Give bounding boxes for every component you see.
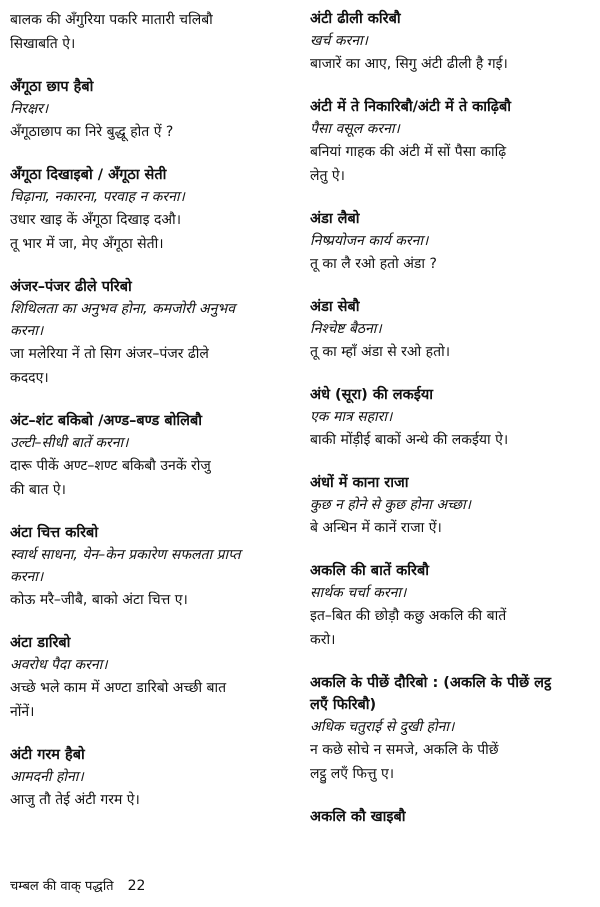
entry-example-line: दारू पीकें अण्ट–शण्ट बकिबौ उनकें रोजु bbox=[10, 458, 211, 474]
entry-heading-line: अंधे (सूरा) की लकईया bbox=[310, 387, 434, 403]
entry-example bbox=[10, 120, 295, 144]
entry-example-line: आजु तौ तेई अंटी गरम ऐ। bbox=[10, 792, 140, 808]
entry-heading bbox=[310, 208, 592, 230]
entry-andhon-kana-raja bbox=[310, 472, 592, 540]
entry-heading-line: अंधों में काना राजा bbox=[310, 475, 409, 491]
entry-akali-ke-peechhe bbox=[310, 672, 592, 786]
entry-heading bbox=[10, 632, 295, 654]
entry-ant-shant bbox=[10, 410, 295, 502]
entry-example-line: तू का म्हाँ अंडा से रओ हतो। bbox=[310, 344, 451, 360]
entry-example-line: उधार खाइ कें अँगूठा दिखाइ दऔ। bbox=[10, 212, 182, 228]
entry-heading-line: अकलि के पीछें दौरिबो : (अकलि के पीछें लट्ठ bbox=[310, 675, 552, 691]
entry-heading-line: अँगूठा दिखाइबो / अँगूठा सेती bbox=[10, 167, 167, 183]
entry-example-line: लट्ठु लएँ फित्तु ए। bbox=[310, 766, 395, 782]
entry-meaning-line: शिथिलता का अनुभव होना, कमजोरी अनुभव bbox=[10, 301, 236, 317]
entry-anta-daribo bbox=[10, 632, 295, 724]
entry-heading bbox=[310, 8, 592, 30]
entry-meaning bbox=[310, 406, 592, 428]
entry-anda-sebau bbox=[310, 296, 592, 364]
entry-heading-line: अंडा लैबो bbox=[310, 211, 360, 227]
entry-meaning-line: चिढ़ाना, नकारना, परवाह न करना। bbox=[10, 189, 185, 205]
entry-meaning bbox=[310, 318, 592, 340]
entry-example bbox=[310, 738, 592, 786]
entry-example bbox=[310, 516, 592, 540]
entry-example-line: जा मलेरिया नें तो सिग अंजर–पंजर ढीले bbox=[10, 346, 209, 362]
entry-example bbox=[10, 8, 295, 56]
entry-heading bbox=[10, 76, 295, 98]
entry-meaning-line: निश्चेष्ट बैठना। bbox=[310, 321, 382, 337]
entry-heading-line: अंजर–पंजर ढीले परिबो bbox=[10, 279, 132, 295]
entry-example-line: की बात ऐ। bbox=[10, 482, 66, 498]
entry-example bbox=[10, 588, 295, 612]
entry-meaning bbox=[10, 766, 295, 788]
entry-meaning-line: सार्थक चर्चा करना। bbox=[310, 585, 407, 601]
entry-example bbox=[310, 428, 592, 452]
entry-example bbox=[10, 342, 295, 390]
entry-example-line: करो। bbox=[310, 632, 336, 648]
entry-example bbox=[310, 340, 592, 364]
entry-heading bbox=[310, 96, 592, 118]
entry-heading bbox=[10, 276, 295, 298]
entry-heading-line: अंटी ढीली करिबौ bbox=[310, 11, 401, 27]
entry-meaning bbox=[310, 494, 592, 516]
entry-heading-line: अंटा चित्त करिबो bbox=[10, 525, 99, 541]
entry-heading-line: अकलि कौ खाइबौ bbox=[310, 809, 406, 825]
entry-anda-laibo bbox=[310, 208, 592, 276]
entry-heading-line: अंटी गरम हैबो bbox=[10, 747, 85, 763]
entry-meaning bbox=[310, 230, 592, 252]
entry-example-line: तू भार में जा, मेए अँगूठा सेती। bbox=[10, 236, 164, 252]
entry-example-line: सिखाबति ऐ। bbox=[10, 36, 76, 52]
entry-meaning-line: उल्टी–सीधी बातें करना। bbox=[10, 435, 129, 451]
entry-heading-line: अकलि की बातें करिबौ bbox=[310, 563, 429, 579]
entry-example-line: तू का लै रओ हतो अंडा ? bbox=[310, 256, 437, 272]
entry-anti-nikaribo bbox=[310, 96, 592, 188]
entry-heading bbox=[310, 296, 592, 318]
entry-example bbox=[10, 788, 295, 812]
entry-heading bbox=[310, 672, 592, 716]
entry-anta-chitt bbox=[10, 522, 295, 612]
entry-meaning bbox=[10, 654, 295, 676]
entry-example-line: बाकी मोंड़ीई बाकों अन्धे की लकईया ऐ। bbox=[310, 432, 509, 448]
entry-example bbox=[310, 140, 592, 188]
entry-angutha-dikhaibo bbox=[10, 164, 295, 256]
entry-example-line: इत–बित की छोड़ौ कछु अकलि की बातें bbox=[310, 608, 507, 624]
entry-example-line: लेतु ऐ। bbox=[310, 168, 345, 184]
entry-anti-garam bbox=[10, 744, 295, 812]
entry-meaning-line: आमदनी होना। bbox=[10, 769, 84, 785]
entry-heading-line: अंट–शंट बकिबो /अण्ड–बण्ड बोलिबौ bbox=[10, 413, 203, 429]
entry-meaning-line: निरक्षर। bbox=[10, 101, 49, 117]
entry-example bbox=[310, 604, 592, 652]
entry-akali-kau-khaibau bbox=[310, 806, 592, 828]
entry-akali-ki-baten bbox=[310, 560, 592, 652]
page-footer bbox=[10, 877, 145, 896]
entry-heading bbox=[310, 806, 592, 828]
entry-anjar-panjar bbox=[10, 276, 295, 390]
entry-meaning bbox=[10, 544, 295, 588]
entry-meaning-line: स्वार्थ साधना, येन–केन प्रकारेण सफलता प्राप्त bbox=[10, 547, 241, 563]
entry-meaning-line: पैसा वसूल करना। bbox=[310, 121, 400, 137]
entry-heading-line: अंडा सेबौ bbox=[310, 299, 360, 315]
entry-meaning bbox=[10, 432, 295, 454]
entry-meaning-line: निष्प्रयोजन कार्य करना। bbox=[310, 233, 429, 249]
entry-meaning-line: कुछ न होने से कुछ होना अच्छा। bbox=[310, 497, 471, 513]
entry-example bbox=[10, 676, 295, 724]
entry-example bbox=[10, 454, 295, 502]
entry-anti-dheeli bbox=[310, 8, 592, 76]
entry-example-line: बालक की अँगुरिया पकरि मातारी चलिबौ bbox=[10, 12, 213, 28]
entry-heading bbox=[10, 410, 295, 432]
entry-example bbox=[310, 52, 592, 76]
entry-heading bbox=[310, 472, 592, 494]
entry-example-line: न कछे सोचे न समजे, अकलि के पीछें bbox=[310, 742, 499, 758]
entry-example-line: बनियां गाहक की अंटी में सों पैसा काढ़ि bbox=[310, 144, 507, 160]
entry-heading bbox=[310, 384, 592, 406]
entry-heading-line: लएँ फिरिबौ) bbox=[310, 697, 377, 713]
entry-example-line: बाजारें का आए, सिगु अंटी ढीली है गई। bbox=[310, 56, 508, 72]
entry-meaning-line: करना। bbox=[10, 569, 44, 585]
entry-heading-line: अंटी में ते निकारिबौ/अंटी में ते काढ़िबौ bbox=[310, 99, 511, 115]
entry-meaning bbox=[10, 298, 295, 342]
entry-meaning bbox=[310, 582, 592, 604]
entry-heading-line: अँगूठा छाप हैबो bbox=[10, 79, 94, 95]
entry-meaning bbox=[10, 186, 295, 208]
entry-example-line: नोंनें। bbox=[10, 704, 35, 720]
entry-heading bbox=[10, 744, 295, 766]
entry-meaning-line: एक मात्र सहारा। bbox=[310, 409, 393, 425]
entry-meaning bbox=[310, 716, 592, 738]
entry-example-line: अच्छे भले काम में अण्टा डारिबो अच्छी बात bbox=[10, 680, 227, 696]
entry-intro bbox=[10, 8, 295, 56]
entry-meaning bbox=[310, 30, 592, 52]
entry-example-line: बे अन्धिन में कानें राजा ऐं। bbox=[310, 520, 442, 536]
entry-meaning bbox=[10, 98, 295, 120]
entry-andhe-lakaiya bbox=[310, 384, 592, 452]
entry-heading bbox=[10, 164, 295, 186]
entry-example bbox=[310, 252, 592, 276]
entry-heading-line: अंटा डारिबो bbox=[10, 635, 71, 651]
entry-meaning-line: अवरोध पैदा करना। bbox=[10, 657, 108, 673]
book-title: चम्बल की वाक् पद्धति bbox=[10, 879, 114, 894]
entry-meaning-line: करना। bbox=[10, 323, 44, 339]
entry-example-line: कददए। bbox=[10, 370, 49, 386]
entry-example bbox=[10, 208, 295, 256]
left-column bbox=[10, 8, 295, 832]
entry-heading bbox=[310, 560, 592, 582]
entry-example-line: कोऊ मरै–जीबै, बाको अंटा चित्त ए। bbox=[10, 592, 188, 608]
entry-heading bbox=[10, 522, 295, 544]
page-number: 22 bbox=[127, 878, 146, 894]
entry-meaning-line: खर्च करना। bbox=[310, 33, 368, 49]
entry-meaning-line: अधिक चतुराई से दुखी होना। bbox=[310, 719, 455, 735]
entry-example-line: अँगूठाछाप का निरे बुद्धू होत ऐं ? bbox=[10, 124, 174, 140]
entry-meaning bbox=[310, 118, 592, 140]
entry-angutha-chhap-haibo bbox=[10, 76, 295, 144]
right-column bbox=[310, 8, 592, 848]
